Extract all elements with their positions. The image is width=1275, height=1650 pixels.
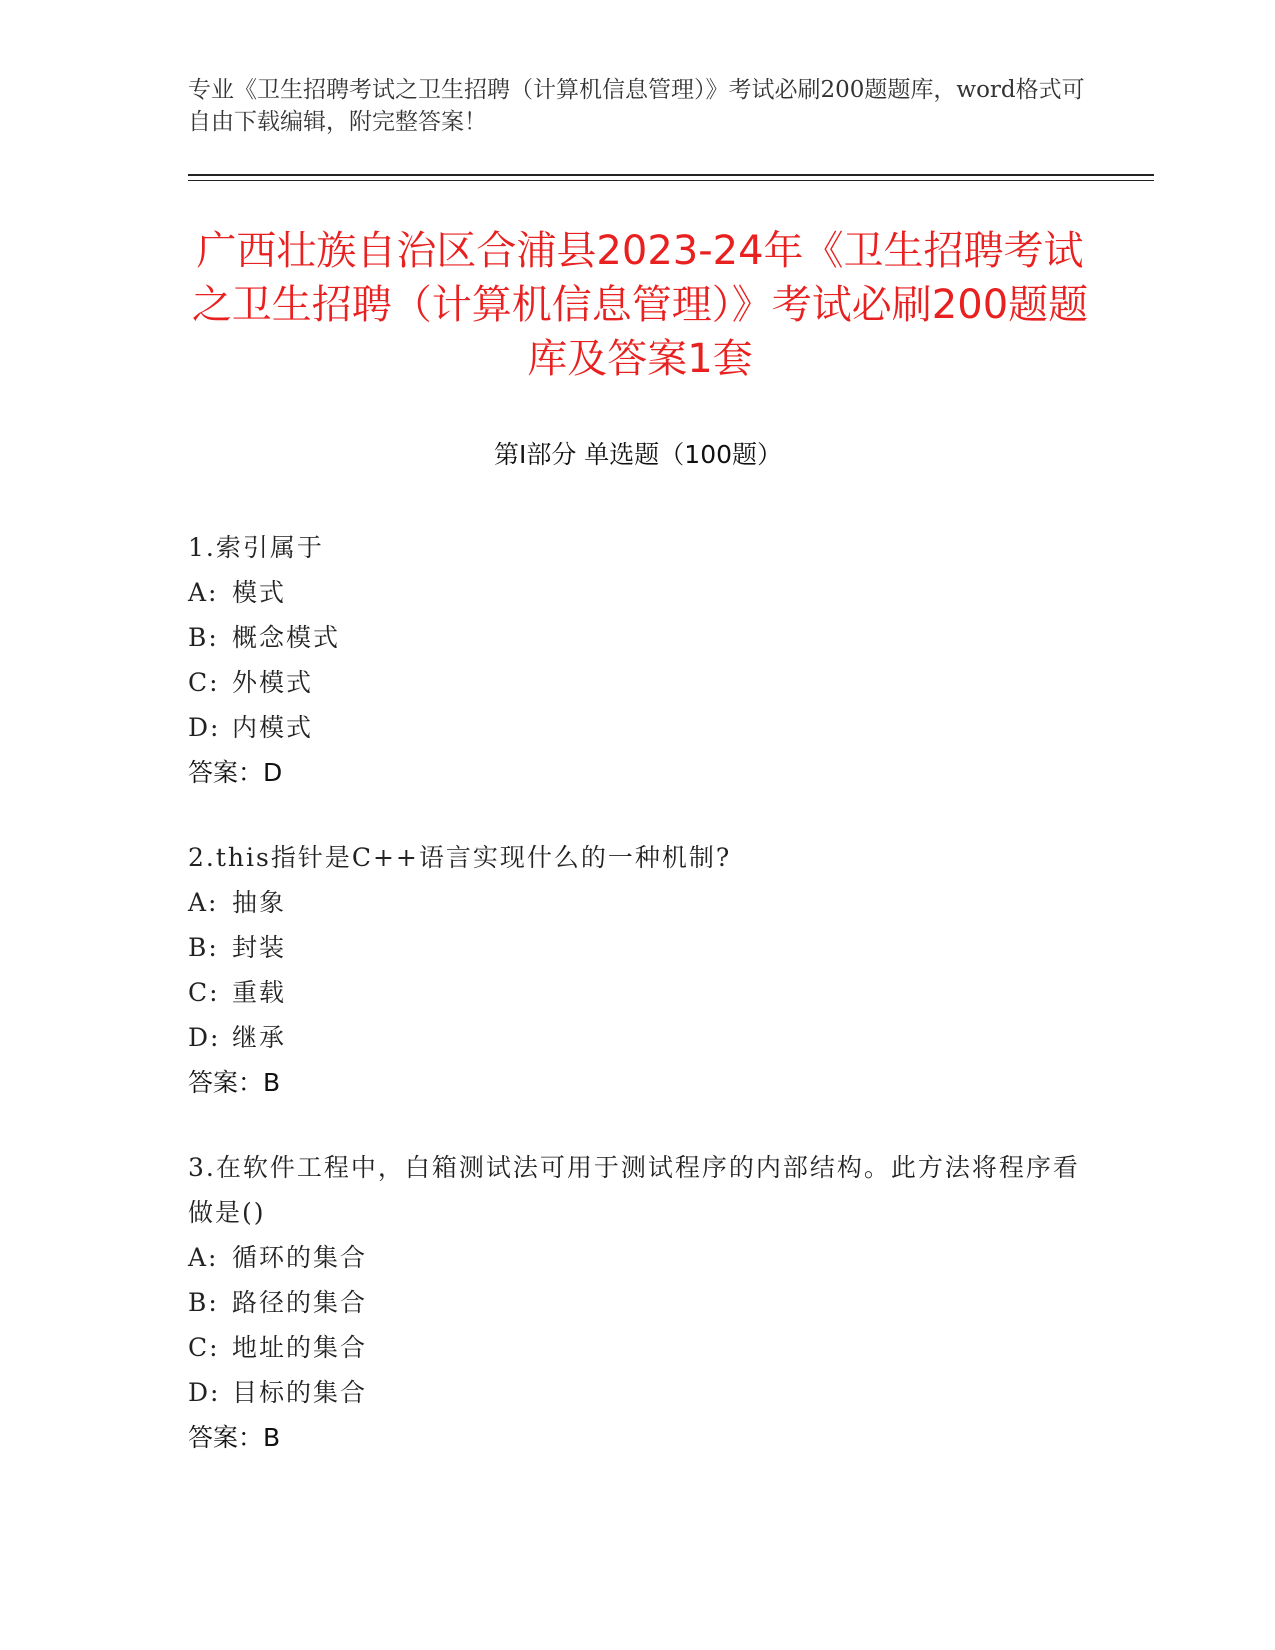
option-text: 抽象 — [232, 888, 287, 917]
section-title: 第Ⅰ部分 单选题（100题） — [493, 440, 783, 469]
question-stem: 2.this指针是C++语言实现什么的一种机制? — [188, 843, 732, 872]
option-a — [188, 880, 1088, 925]
answer: 答案：B — [188, 1068, 281, 1097]
option-label: D: — [188, 1023, 221, 1052]
option-d — [188, 1370, 1088, 1415]
option-text: 目标的集合 — [232, 1378, 368, 1407]
option-label: B: — [188, 623, 219, 652]
option-b — [188, 615, 1088, 660]
option-label: D: — [188, 713, 221, 742]
header-divider-thick — [188, 174, 1154, 176]
option-label: C: — [188, 1333, 220, 1362]
option-text: 重载 — [232, 978, 287, 1007]
option-label: B: — [188, 1288, 219, 1317]
option-label: C: — [188, 978, 220, 1007]
option-text: 继承 — [232, 1023, 287, 1052]
option-text: 路径的集合 — [232, 1288, 368, 1317]
option-text: 循环的集合 — [232, 1243, 368, 1272]
option-label: A: — [188, 888, 219, 917]
header-note: 专业《卫生招聘考试之卫生招聘（计算机信息管理）》考试必刷200题题库，word格式可自由下载编辑，附完整答案！ — [188, 77, 1085, 135]
header-divider-thin — [188, 180, 1154, 181]
option-text: 内模式 — [232, 713, 314, 742]
option-d — [188, 1015, 1088, 1060]
option-c — [188, 660, 1088, 705]
question-stem: 3.在软件工程中，白箱测试法可用于测试程序的内部结构。此方法将程序看做是() — [188, 1153, 1080, 1227]
option-text: 模式 — [232, 578, 287, 607]
option-c — [188, 1325, 1088, 1370]
option-text: 概念模式 — [232, 623, 341, 652]
option-b — [188, 1280, 1088, 1325]
option-label: C: — [188, 668, 220, 697]
option-label: D: — [188, 1378, 221, 1407]
document-title: 广西壮族自治区合浦县2023-24年《卫生招聘考试之卫生招聘（计算机信息管理）》考试必刷200题题库及答案1套 — [191, 228, 1089, 382]
option-text: 外模式 — [232, 668, 314, 697]
option-a — [188, 1235, 1088, 1280]
option-label: B: — [188, 933, 219, 962]
option-text: 地址的集合 — [232, 1333, 368, 1362]
answer: 答案：D — [188, 758, 283, 787]
option-label: A: — [188, 578, 219, 607]
question-3 — [188, 1145, 1088, 1460]
option-b — [188, 925, 1088, 970]
question-list — [188, 525, 1088, 1500]
option-text: 封装 — [232, 933, 287, 962]
option-c — [188, 970, 1088, 1015]
answer: 答案：B — [188, 1423, 281, 1452]
option-d — [188, 705, 1088, 750]
option-a — [188, 570, 1088, 615]
question-1 — [188, 525, 1088, 795]
option-label: A: — [188, 1243, 219, 1272]
question-stem: 1.索引属于 — [188, 533, 324, 562]
question-2 — [188, 835, 1088, 1105]
